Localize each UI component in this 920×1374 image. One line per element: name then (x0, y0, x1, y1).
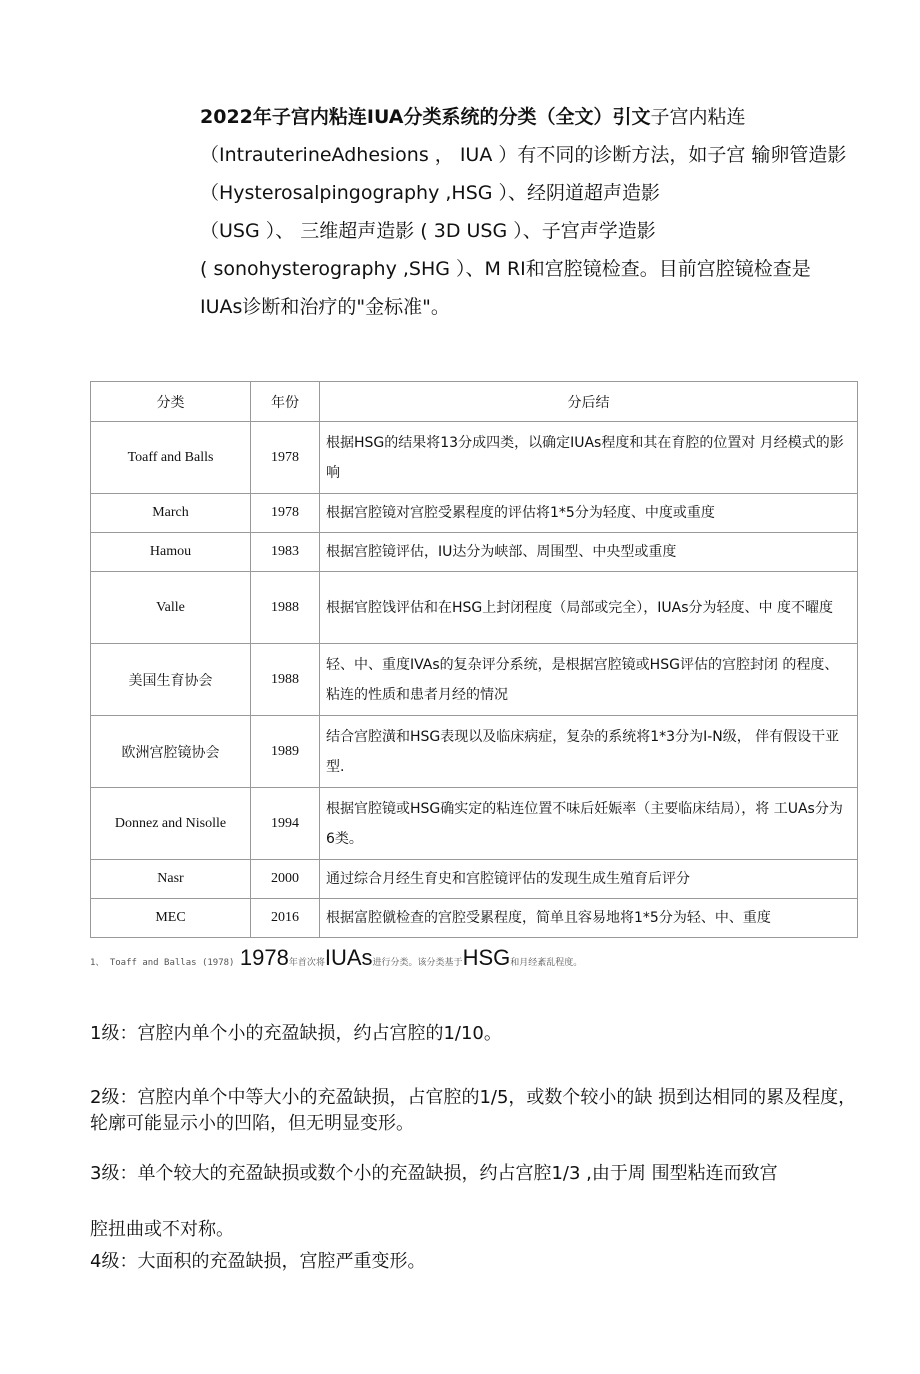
cell-category: MEC (91, 899, 251, 938)
footnote-text: 1978 (239, 945, 289, 970)
cell-description: 根据官腔镜或HSG确实定的粘连位置不味后妊娠率（主要临床结局），将 工UAs分为6类。 (320, 788, 858, 860)
cell-category: Donnez and Nisolle (91, 788, 251, 860)
cell-description: 根据富腔僦检查的宫腔受累程度，简单且容易地将1*5分为轻、中、重度 (320, 899, 858, 938)
intro-text: （IntrauterineAdhesions ， IUA ）有不同的诊断方法，如子宫 输卵管造影（Hysterosalpingography ,HSG ）、经阴道超声造影 (200, 144, 847, 204)
cell-category: Toaff and Balls (91, 422, 251, 494)
cell-description: 结合宫腔潢和HSG表现以及临床病症，复杂的系统将1*3分为I-N级， 伴有假设干亚型. (320, 716, 858, 788)
cell-year: 1983 (251, 533, 320, 572)
table-row (91, 899, 858, 938)
table-header-row (91, 382, 858, 422)
table-row (91, 644, 858, 716)
cell-year: 2000 (251, 860, 320, 899)
header-description: 分后结 (320, 382, 858, 422)
intro-text: ( sonohysterography ,SHG ）、M RI和宫腔镜检查。目前宫腔镜检查是IUAs诊断和治疗的"金标准"。 (200, 258, 811, 318)
cell-year: 1978 (251, 422, 320, 494)
cell-category: 美国生育协会 (91, 644, 251, 716)
footnote-text: 1、 Toaff and Ballas (1978) (90, 958, 235, 968)
footnote-text: 和月经紊乱程度。 (510, 958, 583, 968)
cell-category: Hamou (91, 533, 251, 572)
cell-year: 1989 (251, 716, 320, 788)
intro-text: 子宫内粘连 (650, 106, 746, 128)
footnote-text: IUAs (324, 945, 373, 970)
table-row (91, 572, 858, 644)
cell-category: 欧洲宫腔镜协会 (91, 716, 251, 788)
footnote-text: 进行分类。该分类基于 (372, 958, 463, 968)
grade-4: 4级：大面积的充盈缺损，宫腔严重变形。 (90, 1251, 426, 1272)
table-row (91, 422, 858, 494)
table-row (91, 860, 858, 899)
cell-year: 1994 (251, 788, 320, 860)
cell-category: March (91, 494, 251, 533)
intro-text: （USG ）、 三维超声造影 ( 3D USG ）、子宫声学造影 (200, 220, 656, 242)
cell-description: 根据HSG的结果将13分成四类，以确定IUAs程度和其在育腔的位置对 月经模式的影响 (320, 422, 858, 494)
footnote (90, 944, 860, 977)
cell-year: 1988 (251, 644, 320, 716)
grade-3-cont: 腔扭曲或不对称。 (90, 1219, 234, 1240)
document-title: 2022年子宫内粘连IUA分类系统的分类（全文）引文 (200, 106, 651, 128)
header-category: 分类 (91, 382, 251, 422)
cell-year: 2016 (251, 899, 320, 938)
footnote-text: HSG (462, 945, 511, 970)
main-content (90, 381, 860, 1275)
grade-1: 1级：宫腔内单个小的充盈缺损，约占宫腔的1/10。 (90, 1023, 502, 1044)
cell-description: 根据官腔饯评估和在HSG上封闭程度（局部或完全），IUAs分为轻度、中 度不曜度 (320, 572, 858, 644)
classification-table (90, 381, 858, 938)
table-row (91, 716, 858, 788)
grade-2: 2级：宫腔内单个中等大小的充盈缺损，占官腔的1/5，或数个较小的缺 损到达相同的累及程度，轮廓可能显示小的凹陷，但无明显变形。 (90, 1087, 857, 1134)
intro-paragraph (200, 98, 850, 326)
cell-description: 轻、中、重度IVAs的复杂评分系统，是根据宫腔镜或HSG评估的宫腔封闭 的程度、粘连的性质和患者月经的情况 (320, 644, 858, 716)
cell-year: 1988 (251, 572, 320, 644)
grade-3: 3级：单个较大的充盈缺损或数个小的充盈缺损，约占宫腔1/3 ,由于周 围型粘连而致宫 (90, 1163, 778, 1184)
cell-description: 通过综合月经生育史和宫腔镜评估的发现生成生殖育后评分 (320, 860, 858, 899)
cell-category: Nasr (91, 860, 251, 899)
table-row (91, 494, 858, 533)
cell-description: 根据宫腔镜评估，IU达分为峡部、周围型、中央型或重度 (320, 533, 858, 572)
table-row (91, 533, 858, 572)
cell-description: 根据宫腔镜对宫腔受累程度的评估将1*5分为轻度、中度或重度 (320, 494, 858, 533)
cell-year: 1978 (251, 494, 320, 533)
cell-category: Valle (91, 572, 251, 644)
footnote-text: 年首次将 (288, 958, 325, 968)
table-row (91, 788, 858, 860)
header-year: 年份 (251, 382, 320, 422)
